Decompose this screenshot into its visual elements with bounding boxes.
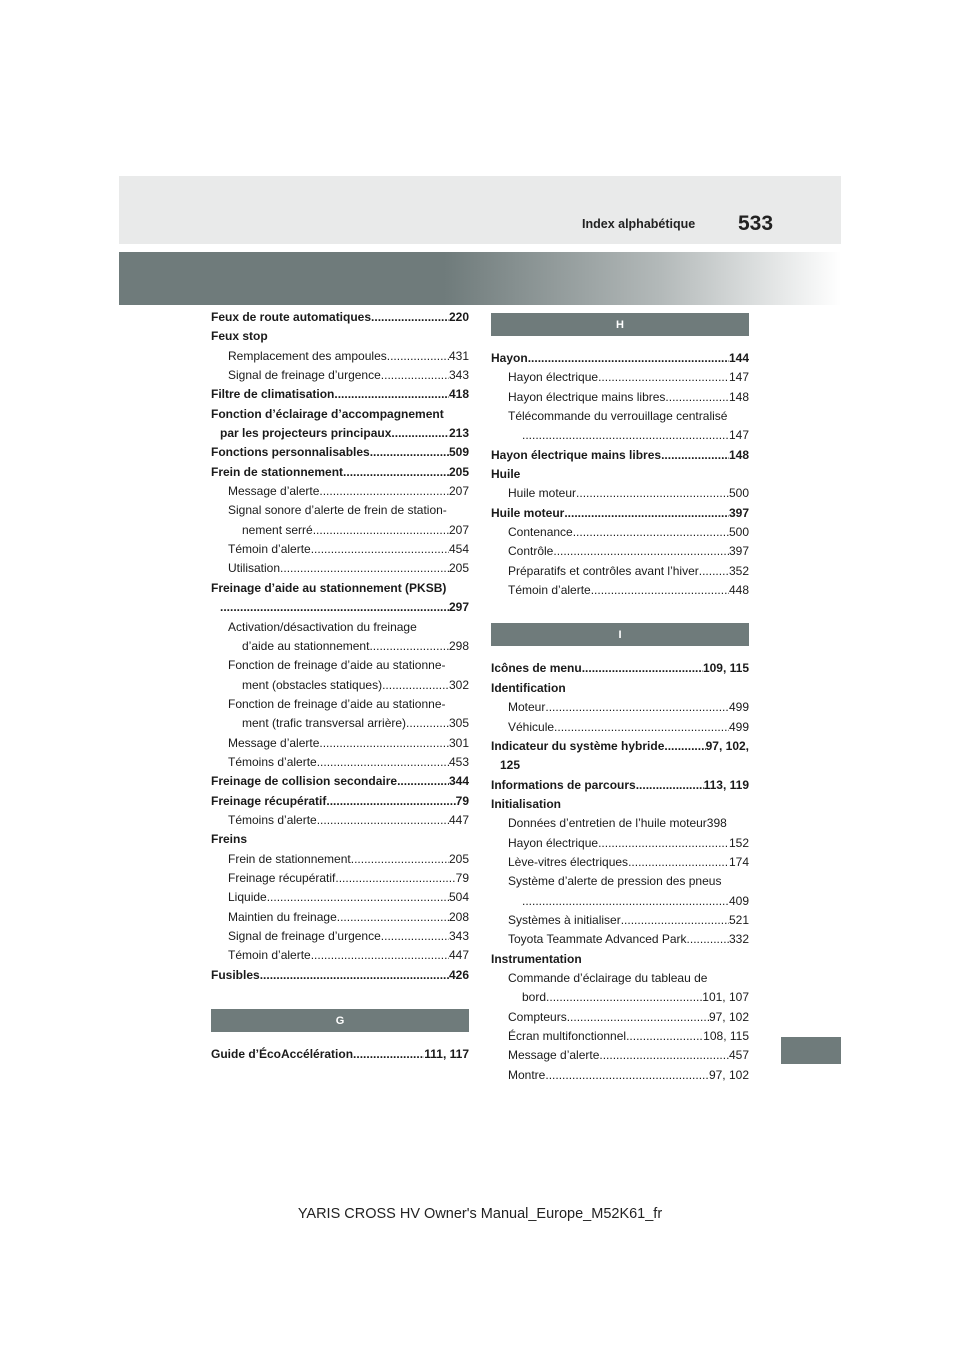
index-subentry: Contenance ..... 500 bbox=[491, 523, 749, 542]
index-entry-continued: par les projecteurs principaux ..... 213 bbox=[211, 424, 469, 443]
index-entry: Hayon électrique mains libres ..... 148 bbox=[491, 446, 749, 465]
index-subentry: Message d’alerte ..... 457 bbox=[491, 1046, 749, 1065]
index-subentry: Système d’alerte de pression des pneus bbox=[508, 874, 722, 889]
index-subentry: Montre ..... 97, 102 bbox=[491, 1066, 749, 1085]
index-subentry: Hayon électrique ..... 152 bbox=[491, 834, 749, 853]
index-entry: Huile moteur ..... 397 bbox=[491, 504, 749, 523]
index-subentry-continued: ment (obstacles statiques) ..... 302 bbox=[211, 676, 469, 695]
page-number: 533 bbox=[738, 212, 774, 235]
index-entry: Fusibles ..... 426 bbox=[211, 966, 469, 985]
index-column-left bbox=[211, 308, 469, 1064]
index-subentry: Commande d’éclairage du tableau de bbox=[508, 970, 708, 985]
index-entry: Initialisation bbox=[491, 796, 562, 811]
index-entry: Indicateur du système hybride ..... 97, 102, bbox=[491, 737, 749, 756]
index-subentry: Compteurs ..... 97, 102 bbox=[491, 1008, 749, 1027]
index-subentry: Message d’alerte ..... 301 bbox=[211, 734, 469, 753]
index-subentry: Fonction de freinage d’aide au stationne- bbox=[228, 696, 446, 711]
index-entry: Freinage d’aide au stationnement (PKSB) bbox=[211, 580, 447, 595]
index-subentry: Remplacement des ampoules ..... 431 bbox=[211, 347, 469, 366]
index-subentry: Liquide ..... 504 bbox=[211, 888, 469, 907]
letter-heading-g: G bbox=[211, 1009, 469, 1032]
index-subentry: Maintien du freinage ..... 208 bbox=[211, 908, 469, 927]
index-entry: Filtre de climatisation ..... 418 bbox=[211, 385, 469, 404]
index-subentry: Télécommande du verrouillage centralisé bbox=[508, 409, 728, 424]
index-subentry: Témoin d’alerte ..... 448 bbox=[491, 581, 749, 600]
index-subentry: Témoin d’alerte ..... 454 bbox=[211, 540, 469, 559]
index-subentry: Freinage récupératif ..... 79 bbox=[211, 869, 469, 888]
index-subentry: Signal sonore d’alerte de frein de station- bbox=[228, 503, 447, 518]
index-subentry: Lève-vitres électriques ..... 174 bbox=[491, 853, 749, 872]
chapter-band bbox=[119, 252, 841, 305]
index-subentry: Fonction de freinage d’aide au stationne- bbox=[228, 658, 446, 673]
index-subentry: Activation/désactivation du freinage bbox=[228, 619, 417, 634]
section-title: Index alphabétique bbox=[582, 217, 696, 231]
index-subentry-continued: nement serré ..... 207 bbox=[211, 521, 469, 540]
index-entry-continued: ..... 297 bbox=[211, 598, 469, 617]
page-footer: YARIS CROSS HV Owner's Manual_Europe_M52K61_fr bbox=[297, 1206, 663, 1222]
index-column-right bbox=[491, 313, 749, 1085]
index-subentry: Moteur ..... 499 bbox=[491, 698, 749, 717]
index-subentry: Témoins d’alerte ..... 447 bbox=[211, 811, 469, 830]
index-entry: Feux de route automatiques ..... 220 bbox=[211, 308, 469, 327]
index-subentry: Véhicule ..... 499 bbox=[491, 718, 749, 737]
index-subentry: Signal de freinage d’urgence ..... 343 bbox=[211, 366, 469, 385]
index-subentry-continued: d’aide au stationnement ..... 298 bbox=[211, 637, 469, 656]
index-subentry: Toyota Teammate Advanced Park ..... 332 bbox=[491, 930, 749, 949]
index-entry-continued: 125 bbox=[500, 758, 521, 773]
letter-heading-h: H bbox=[491, 313, 749, 336]
index-entry: Frein de stationnement ..... 205 bbox=[211, 463, 469, 482]
index-subentry: Message d’alerte ..... 207 bbox=[211, 482, 469, 501]
index-subentry: Frein de stationnement ..... 205 bbox=[211, 850, 469, 869]
letter-heading-i: I bbox=[491, 623, 749, 646]
index-entry: Fonctions personnalisables ..... 509 bbox=[211, 443, 469, 462]
header-band bbox=[119, 176, 841, 244]
index-subentry: Préparatifs et contrôles avant l’hiver ..... 352 bbox=[491, 562, 749, 581]
index-entry: Hayon ..... 144 bbox=[491, 349, 749, 368]
index-entry: Icônes de menu ..... 109, 115 bbox=[491, 659, 749, 678]
index-entry: Fonction d’éclairage d’accompagnement bbox=[211, 406, 444, 421]
index-subentry: Hayon électrique mains libres ..... 148 bbox=[491, 388, 749, 407]
index-subentry: Données d’entretien de l’huile moteur398 bbox=[508, 816, 727, 831]
index-entry: Freins bbox=[211, 832, 248, 847]
index-entry: Instrumentation bbox=[491, 951, 582, 966]
index-entry: Huile bbox=[491, 467, 521, 482]
index-subentry: Témoin d’alerte ..... 447 bbox=[211, 946, 469, 965]
index-entry: Guide d’ÉcoAccélération ..... 111, 117 bbox=[211, 1045, 469, 1064]
index-subentry: Témoins d’alerte ..... 453 bbox=[211, 753, 469, 772]
index-subentry-continued: ..... 147 bbox=[491, 426, 749, 445]
index-subentry: Contrôle ..... 397 bbox=[491, 542, 749, 561]
index-entry: Freinage récupératif ..... 79 bbox=[211, 792, 469, 811]
index-subentry: Écran multifonctionnel ..... 108, 115 bbox=[491, 1027, 749, 1046]
index-subentry-continued: ..... 409 bbox=[491, 892, 749, 911]
index-subentry: Hayon électrique ..... 147 bbox=[491, 368, 749, 387]
chapter-side-tab bbox=[781, 1037, 841, 1064]
index-subentry: Systèmes à initialiser ..... 521 bbox=[491, 911, 749, 930]
index-entry: Identification bbox=[491, 680, 566, 695]
index-subentry: Signal de freinage d’urgence ..... 343 bbox=[211, 927, 469, 946]
index-subentry: Utilisation ..... 205 bbox=[211, 559, 469, 578]
index-entry: Informations de parcours ..... 113, 119 bbox=[491, 776, 749, 795]
index-entry: Freinage de collision secondaire ..... 344 bbox=[211, 772, 469, 791]
index-subentry-continued: ment (trafic transversal arrière) ..... 305 bbox=[211, 714, 469, 733]
index-subentry-continued: bord ..... 101, 107 bbox=[491, 988, 749, 1007]
index-entry: Feux stop bbox=[211, 329, 268, 344]
index-subentry: Huile moteur ..... 500 bbox=[491, 484, 749, 503]
